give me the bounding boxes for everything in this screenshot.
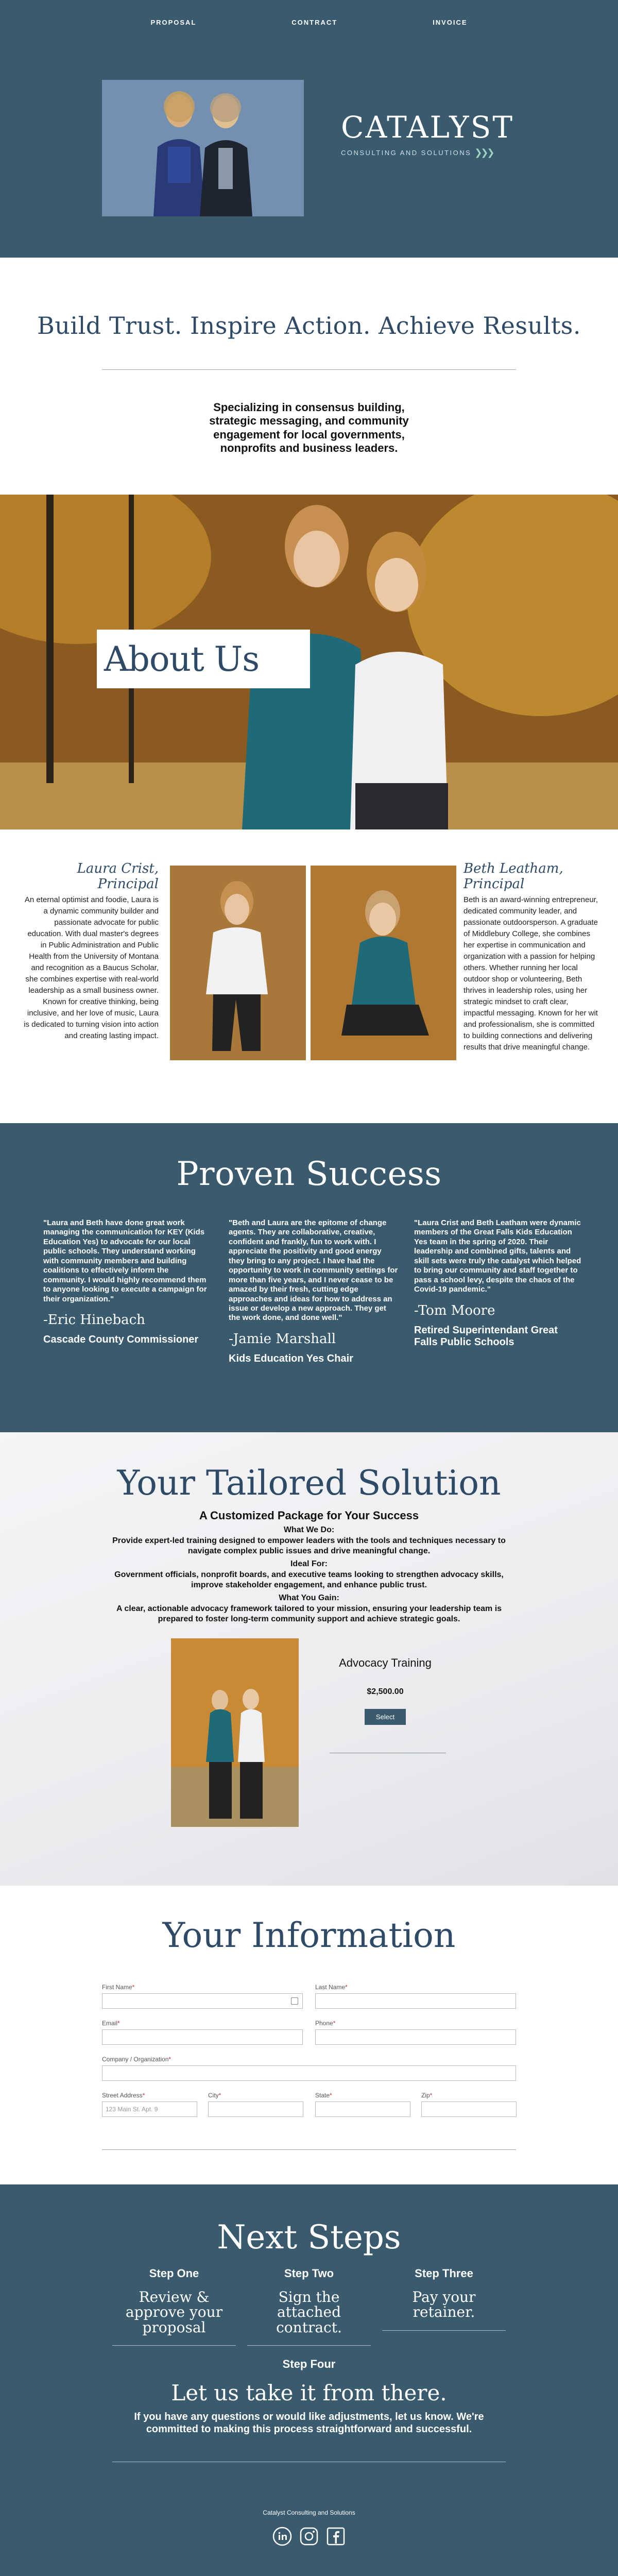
phone-label: Phone* <box>315 2020 336 2027</box>
tailored-solution-section <box>0 1432 618 1886</box>
what-label: What We Do: <box>283 1526 335 1534</box>
testimonial-text: "Laura Crist and Beth Leatham were dynamic members of the Great Falls Kids Education Yes team in the spring of 2020. Their leadership and combined gifts, talents and skill sets were truly the catalyst which helped to bring our community and staff together to pass a school levy, despite the chaos of the Covid-19 pandemic." <box>414 1218 581 1294</box>
social-links <box>0 2527 618 2546</box>
city-field-group <box>208 2092 303 2117</box>
linkedin-icon[interactable] <box>272 2527 292 2546</box>
step-divider <box>247 2345 371 2346</box>
bio-laura <box>21 861 159 1042</box>
street-input[interactable] <box>102 2102 197 2117</box>
step-text: Pay your retainer. <box>412 2289 476 2321</box>
step-label: Step One <box>149 2267 199 2280</box>
testimonial <box>229 1218 399 1365</box>
email-input[interactable] <box>102 2029 303 2045</box>
first-name-field-group <box>102 1984 303 2009</box>
top-nav <box>0 0 618 28</box>
phone-field-group <box>315 2020 516 2045</box>
laura-photo <box>170 866 306 1060</box>
testimonial-role: Retired Superintendant Great Falls Public Schools <box>414 1324 558 1348</box>
step-four <box>0 2358 618 2435</box>
testimonial-author: -Tom Moore <box>414 1302 495 1318</box>
product-photo <box>171 1638 299 1827</box>
testimonial <box>414 1218 584 1365</box>
zip-input[interactable] <box>421 2102 517 2117</box>
gain-text: A clear, actionable advocacy framework tailored to your mission, ensuring your leadership team is prepared to foster long-term community support and achieve strategic goals. <box>116 1604 502 1623</box>
bio-beth-text: Beth is an award-winning entrepreneur, dedicated community leader, and passionate outdoorsperson. A graduate of Middlebury College, she combines her expertise in communication and organization with a passion for helping others. Whether running her local outdoor shop or volunteering, Beth thrives in leadership roles, using her strategic mindset to craft clear, impactful messaging. Known for her wit and professionalism, she is committed to building connections and delivering results that drive meaningful change. <box>464 895 598 1052</box>
tailored-title: Your Tailored Solution <box>117 1463 501 1503</box>
nav-contract[interactable]: CONTRACT <box>291 19 338 26</box>
step-text: Sign the attached contract. <box>276 2289 342 2336</box>
testimonial-role: Kids Education Yes Chair <box>229 1352 353 1364</box>
catalyst-logo <box>341 110 514 158</box>
last-name-input[interactable] <box>315 1993 516 2009</box>
email-label: Email* <box>102 2020 120 2027</box>
logo-tagline <box>341 147 506 158</box>
state-label: State* <box>315 2092 332 2099</box>
testimonial-author: -Jamie Marshall <box>229 1331 336 1347</box>
step-text: Review & approve your proposal <box>125 2289 223 2336</box>
about-banner <box>0 495 618 829</box>
product-name: Advocacy Training <box>339 1656 432 1669</box>
city-label: City* <box>208 2092 221 2099</box>
street-placeholder: 123 Main St. Apt. 9 <box>106 2106 158 2113</box>
step-one <box>112 2267 236 2346</box>
form-title: Your Information <box>162 1916 456 1955</box>
company-field-group <box>102 2056 516 2081</box>
step-four-label: Step Four <box>282 2358 336 2370</box>
zip-label: Zip* <box>421 2092 433 2099</box>
form-divider <box>102 2149 516 2150</box>
step-four-headline: Let us take it from there. <box>171 2380 447 2405</box>
proven-success-section <box>0 1123 618 1432</box>
email-field-group <box>102 2020 303 2045</box>
hero-section <box>0 0 618 258</box>
company-input[interactable] <box>102 2065 516 2081</box>
company-label: Company / Organization* <box>102 2056 171 2063</box>
next-title: Next Steps <box>217 2218 401 2257</box>
first-name-label: First Name* <box>102 1984 135 1991</box>
autofill-icon <box>291 1997 298 2005</box>
street-label: Street Address* <box>102 2092 145 2099</box>
last-name-field-group <box>315 1984 516 2009</box>
step-two <box>247 2267 371 2346</box>
tagline-section <box>0 258 618 495</box>
nav-invoice[interactable]: INVOICE <box>433 19 468 26</box>
hero-principals-photo <box>102 80 304 216</box>
step-three <box>382 2267 506 2346</box>
bio-laura-text: An eternal optimist and foodie, Laura is a dynamic community builder and passionate advocate for public education. With dual master's degrees in Public Administration and Public Health from the University of Montana and recognition as a Baucus Scholar, she combines expertise with real-world leadership as a small business owner. Known for creative thinking, being inclusive, and her love of music, Laura is dedicated to turning vision into action and creating lasting impact. <box>24 895 159 1041</box>
street-field-group <box>102 2092 197 2117</box>
phone-input[interactable] <box>315 2029 516 2045</box>
testimonial-author: -Eric Hinebach <box>43 1312 145 1328</box>
logo-wordmark: CATALYST <box>341 110 514 145</box>
steps-row <box>112 2267 506 2346</box>
first-name-input[interactable] <box>102 1993 303 2009</box>
bio-laura-name: Laura Crist, Principal <box>77 861 159 892</box>
testimonial <box>43 1218 213 1365</box>
next-steps-section <box>0 2184 618 2576</box>
select-button[interactable]: Select <box>365 1709 406 1725</box>
instagram-icon[interactable] <box>299 2527 319 2546</box>
about-title: About Us <box>104 639 260 679</box>
step-divider <box>382 2330 506 2331</box>
beth-photo <box>311 866 456 1060</box>
gain-label: What You Gain: <box>279 1594 339 1602</box>
facebook-icon[interactable] <box>326 2527 346 2546</box>
last-name-label: Last Name* <box>315 1984 348 1991</box>
tagline-description: Specializing in consensus building, strategic messaging, and community engagement for local governments, nonprofits and business leaders. <box>209 401 409 455</box>
nav-proposal[interactable]: PROPOSAL <box>150 19 197 26</box>
testimonial-role: Cascade County Commissioner <box>43 1333 199 1345</box>
testimonial-text: "Laura and Beth have done great work managing the communication for KEY (Kids Education Yes) to advocate for our local public schools. They understand working with community members and building coalitions to effectively inform the community. I would highly recommend them to anyone looking to execute a campaign for their organization." <box>43 1218 207 1303</box>
testimonials <box>43 1218 584 1365</box>
step-four-body: If you have any questions or would like adjustments, let us know. We're committed to making this process straightforward and successful. <box>134 2411 484 2435</box>
divider <box>102 369 516 370</box>
product-price: $2,500.00 <box>367 1687 404 1696</box>
what-text: Provide expert-led training designed to empower leaders with the tools and techniques necessary to navigate complex public issues and drive meaningful change. <box>112 1536 506 1555</box>
package-heading: A Customized Package for Your Success <box>199 1509 419 1522</box>
product-info <box>323 1656 447 1725</box>
tagline-headline: Build Trust. Inspire Action. Achieve Results. <box>37 312 581 340</box>
about-title-box <box>97 630 310 688</box>
bios-section <box>0 829 618 1123</box>
city-input[interactable] <box>208 2102 303 2117</box>
information-form <box>0 1886 618 2184</box>
logo-sub-text: CONSULTING AND SOLUTIONS <box>341 149 472 157</box>
proven-title: Proven Success <box>176 1155 442 1193</box>
ideal-text: Government officials, nonprofit boards, and executive teams looking to strengthen advocacy skills, improve stakeholder engagement, and enhance public trust. <box>114 1570 504 1589</box>
step-label: Step Two <box>284 2267 334 2280</box>
state-field-group <box>315 2092 410 2117</box>
ideal-label: Ideal For: <box>290 1560 328 1568</box>
bio-beth-name: Beth Leatham, Principal <box>464 861 563 892</box>
bio-beth <box>464 861 598 1053</box>
footer-company: Catalyst Consulting and Solutions <box>263 2509 355 2516</box>
state-input[interactable] <box>315 2102 410 2117</box>
zip-field-group <box>421 2092 517 2117</box>
chevrons-icon: ❯❯❯ <box>474 147 493 158</box>
testimonial-text: "Beth and Laura are the epitome of change agents. They are collaborative, creative, confident and frankly, fun to work with. I appreciate the positivity and good energy they bring to any project. I have had the opportunity to work in community settings for more than five years, and I never cease to be amazed by their fresh, cutting edge approaches and ideas for how to address an issue or develop a new approach. They get the work done, and done well." <box>229 1218 398 1323</box>
step-divider <box>112 2345 236 2346</box>
step-label: Step Three <box>415 2267 473 2280</box>
